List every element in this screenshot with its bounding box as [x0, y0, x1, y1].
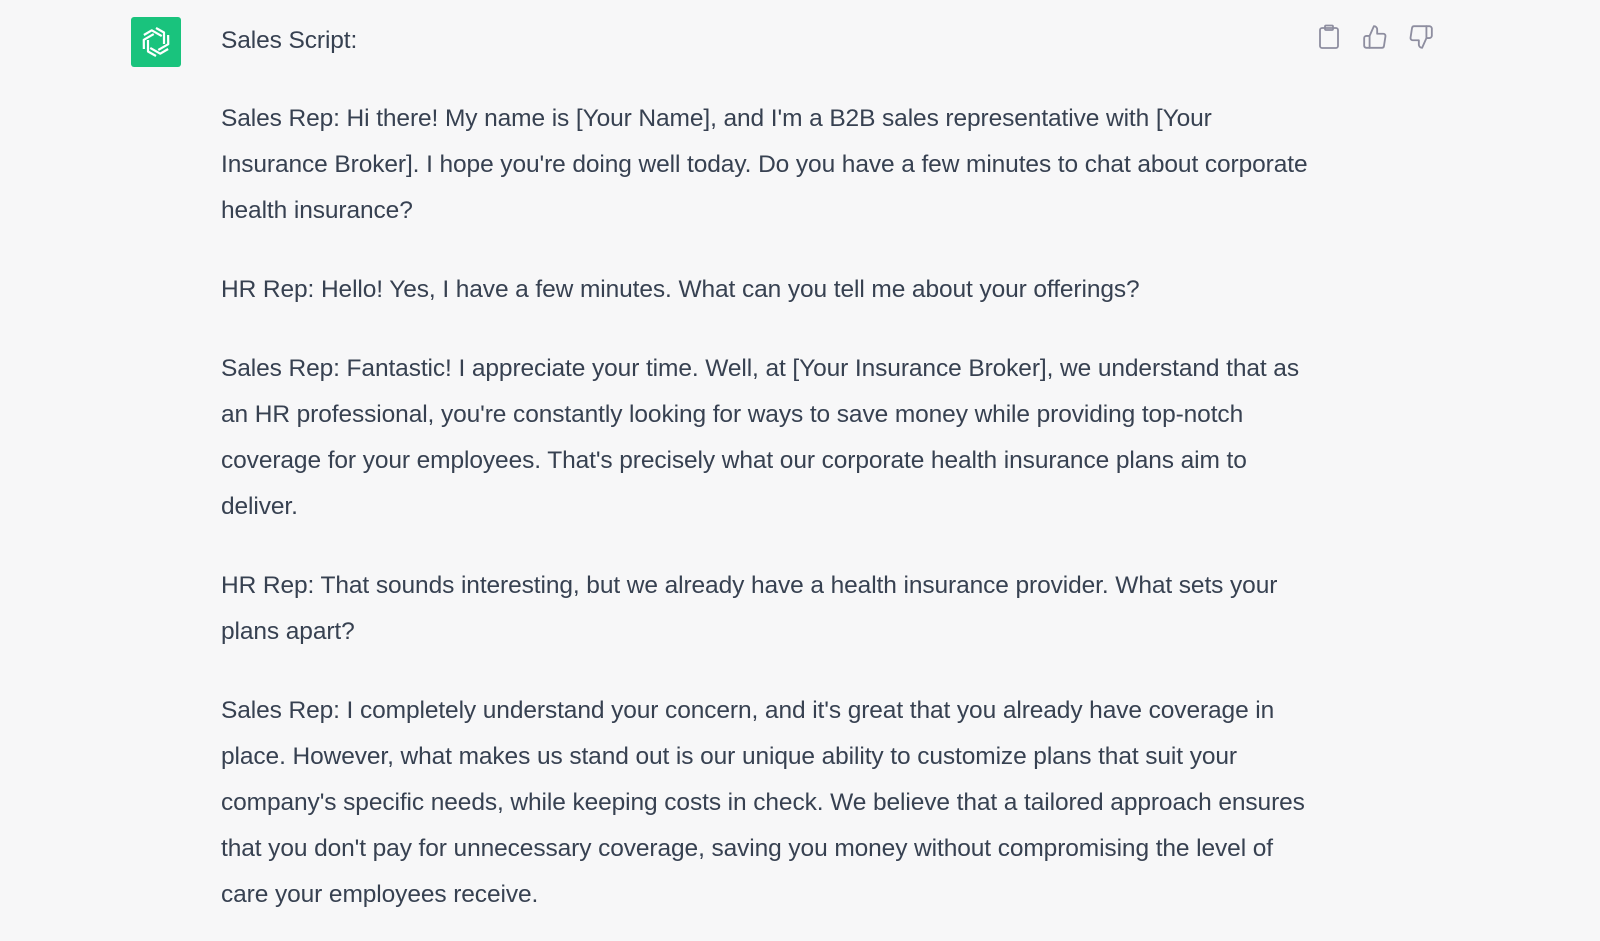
thumbs-up-icon — [1362, 24, 1388, 50]
message-heading: Sales Script: — [221, 27, 358, 54]
copy-button[interactable] — [1316, 22, 1342, 52]
message-actions — [1316, 22, 1434, 52]
thumbs-down-icon — [1408, 24, 1434, 50]
message-paragraph: HR Rep: That sounds interesting, but we already have a health insurance provider. What sets your plans apart? — [221, 572, 1278, 645]
message-paragraph: Sales Rep: Hi there! My name is [Your Name], and I'm a B2B sales representative with [Your Insurance Broker]. I hope you're doing well today. Do you have a few minutes to chat about corporate health insurance? — [221, 105, 1308, 224]
assistant-avatar — [131, 17, 181, 67]
message-paragraph: HR Rep: Hello! Yes, I have a few minutes. What can you tell me about your offerings? — [221, 276, 1140, 303]
message-paragraph: Sales Rep: I completely understand your concern, and it's great that you already have coverage in place. However, what makes us stand out is our unique ability to customize plans that suit your company's specific needs, while keeping costs in check. We believe that a tailored approach ensures that you don't pay for unnecessary coverage, saving you money without compromising the level of care your employees receive. — [221, 697, 1305, 908]
openai-logo-icon — [131, 17, 181, 67]
message-paragraph: Sales Rep: Fantastic! I appreciate your time. Well, at [Your Insurance Broker], we understand that as an HR professional, you're constantly looking for ways to save money while providing top-notch coverage for your employees. That's precisely what our corporate health insurance plans aim to deliver. — [221, 355, 1299, 520]
assistant-message — [221, 18, 1311, 941]
dislike-button[interactable] — [1408, 22, 1434, 52]
clipboard-icon — [1318, 24, 1340, 50]
like-button[interactable] — [1362, 22, 1388, 52]
